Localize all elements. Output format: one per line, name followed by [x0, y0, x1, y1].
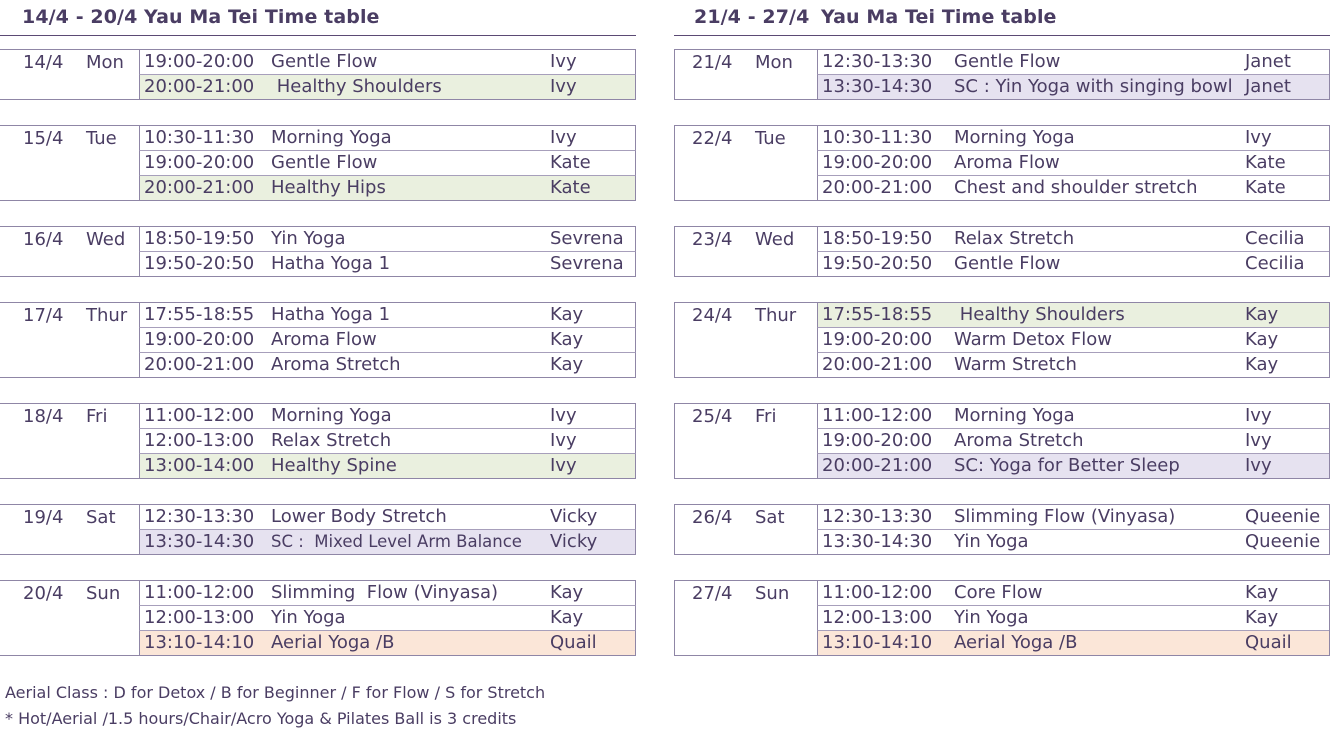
session-row	[817, 404, 1329, 428]
day-date: 16/4	[23, 229, 64, 250]
session-row	[139, 74, 636, 99]
session-row	[817, 453, 1329, 478]
session-row	[817, 505, 1329, 529]
day-box	[0, 226, 636, 277]
session-row	[139, 630, 636, 655]
session-class-name: Gentle Flow	[271, 51, 378, 72]
session-teacher: Kay	[550, 582, 584, 603]
session-teacher: Kay	[1245, 582, 1279, 603]
footer-note-credits: * Hot/Aerial /1.5 hours/Chair/Acro Yoga & Pilates Ball is 3 credits	[5, 709, 517, 728]
session-teacher: Kay	[550, 354, 584, 375]
header-title: Yau Ma Tei Time table	[144, 6, 380, 28]
session-row	[817, 227, 1329, 251]
session-list	[817, 303, 1329, 377]
session-teacher: Kate	[550, 177, 591, 198]
day-date: 25/4	[692, 406, 733, 427]
day-block	[0, 226, 636, 277]
session-row	[139, 227, 636, 251]
session-teacher: Queenie	[1245, 506, 1321, 527]
session-teacher: Kate	[550, 152, 591, 173]
session-teacher: Kay	[1245, 304, 1279, 325]
session-teacher: Janet	[1245, 76, 1291, 97]
session-class-name: Core Flow	[954, 582, 1043, 603]
day-date: 19/4	[23, 507, 64, 528]
day-box	[674, 125, 1330, 201]
session-row	[817, 303, 1329, 327]
session-teacher: Kay	[1245, 354, 1279, 375]
session-time: 13:30-14:30	[822, 76, 933, 97]
session-class-name: Aroma Flow	[271, 329, 377, 350]
footer-notes	[5, 680, 545, 732]
session-teacher: Kay	[550, 304, 584, 325]
session-list	[139, 404, 636, 478]
day-date: 14/4	[23, 52, 64, 73]
session-class-name: Aerial Yoga /B	[271, 632, 395, 653]
session-list	[139, 581, 636, 655]
session-teacher: Vicky	[550, 531, 598, 552]
session-time: 12:30-13:30	[822, 51, 933, 72]
session-time: 13:10-14:10	[822, 632, 933, 653]
session-teacher: Kay	[1245, 329, 1279, 350]
session-row	[139, 175, 636, 200]
session-time: 17:55-18:55	[144, 304, 255, 325]
session-teacher: Ivy	[1245, 455, 1272, 476]
day-box	[0, 302, 636, 378]
session-list	[139, 227, 636, 276]
session-teacher: Kate	[1245, 152, 1286, 173]
session-row	[139, 126, 636, 150]
session-class-name: Morning Yoga	[954, 127, 1075, 148]
session-list	[139, 50, 636, 99]
day-box	[0, 125, 636, 201]
day-of-week: Sun	[755, 583, 790, 604]
day-of-week: Fri	[755, 406, 777, 427]
day-block	[674, 504, 1330, 555]
day-block	[0, 125, 636, 201]
day-box	[674, 504, 1330, 555]
session-time: 20:00-21:00	[822, 354, 933, 375]
day-of-week: Mon	[86, 52, 124, 73]
session-row	[817, 581, 1329, 605]
session-teacher: Kay	[550, 607, 584, 628]
session-class-name: Healthy Shoulders	[271, 76, 442, 97]
day-date: 15/4	[23, 128, 64, 149]
day-of-week: Thur	[86, 305, 128, 326]
session-row	[817, 50, 1329, 74]
day-box	[0, 504, 636, 555]
day-block	[674, 403, 1330, 479]
day-box	[0, 580, 636, 656]
session-list	[817, 581, 1329, 655]
session-class-name: Warm Stretch	[954, 354, 1077, 375]
session-teacher: Sevrena	[550, 228, 624, 249]
session-time: 20:00-21:00	[822, 455, 933, 476]
session-time: 10:30-11:30	[822, 127, 933, 148]
day-of-week: Sat	[755, 507, 785, 528]
session-teacher: Quail	[550, 632, 597, 653]
session-time: 12:30-13:30	[144, 506, 255, 527]
session-time: 20:00-21:00	[144, 76, 255, 97]
day-date: 22/4	[692, 128, 733, 149]
header-date-range: 14/4 - 20/4	[22, 6, 138, 28]
session-list	[817, 404, 1329, 478]
day-date: 23/4	[692, 229, 733, 250]
session-row	[817, 74, 1329, 99]
session-teacher: Ivy	[1245, 430, 1272, 451]
session-class-name: Morning Yoga	[271, 405, 392, 426]
session-time: 13:00-14:00	[144, 455, 255, 476]
session-time: 11:00-12:00	[822, 405, 933, 426]
day-list	[674, 49, 1330, 681]
day-block	[0, 49, 636, 100]
session-time: 19:00-20:00	[822, 152, 933, 173]
day-date: 21/4	[692, 52, 733, 73]
header-divider	[674, 35, 1330, 36]
session-list	[817, 126, 1329, 200]
session-list	[139, 505, 636, 554]
session-teacher: Ivy	[550, 455, 577, 476]
session-row	[139, 605, 636, 630]
session-time: 20:00-21:00	[822, 177, 933, 198]
session-teacher: Quail	[1245, 632, 1292, 653]
day-box	[674, 49, 1330, 100]
session-row	[139, 428, 636, 453]
session-class-name: Lower Body Stretch	[271, 506, 447, 527]
session-teacher: Sevrena	[550, 253, 624, 274]
session-class-name: Aroma Stretch	[271, 354, 401, 375]
session-row	[139, 581, 636, 605]
day-of-week: Tue	[755, 128, 786, 149]
session-class-name: Yin Yoga	[271, 228, 346, 249]
session-teacher: Cecilia	[1245, 253, 1305, 274]
session-row	[817, 630, 1329, 655]
session-teacher: Ivy	[550, 430, 577, 451]
session-time: 12:30-13:30	[822, 506, 933, 527]
session-list	[817, 227, 1329, 276]
session-time: 19:00-20:00	[144, 152, 255, 173]
session-time: 13:10-14:10	[144, 632, 255, 653]
session-class-name: SC : Mixed Level Arm Balance	[271, 532, 522, 551]
session-class-name: Gentle Flow	[954, 51, 1061, 72]
session-class-name: Gentle Flow	[271, 152, 378, 173]
session-time: 19:00-20:00	[822, 430, 933, 451]
session-class-name: Morning Yoga	[271, 127, 392, 148]
session-class-name: Hatha Yoga 1	[271, 253, 391, 274]
session-time: 17:55-18:55	[822, 304, 933, 325]
session-time: 18:50-19:50	[144, 228, 255, 249]
session-time: 11:00-12:00	[144, 405, 255, 426]
day-date: 26/4	[692, 507, 733, 528]
session-row	[817, 251, 1329, 276]
session-row	[139, 303, 636, 327]
session-class-name: Gentle Flow	[954, 253, 1061, 274]
day-block	[0, 302, 636, 378]
day-block	[0, 403, 636, 479]
session-teacher: Kay	[550, 329, 584, 350]
day-date: 27/4	[692, 583, 733, 604]
footer-note-aerial-codes: Aerial Class : D for Detox / B for Beginner / F for Flow / S for Stretch	[5, 683, 546, 702]
day-block	[0, 580, 636, 656]
session-teacher: Queenie	[1245, 531, 1321, 552]
session-class-name: Warm Detox Flow	[954, 329, 1112, 350]
day-block	[674, 226, 1330, 277]
session-row	[817, 327, 1329, 352]
session-row	[817, 529, 1329, 554]
day-block	[674, 580, 1330, 656]
timetable-header	[0, 6, 636, 32]
session-class-name: Healthy Hips	[271, 177, 386, 198]
session-class-name: SC: Yoga for Better Sleep	[954, 455, 1180, 476]
session-teacher: Ivy	[550, 51, 577, 72]
session-list	[817, 505, 1329, 554]
session-class-name: Chest and shoulder stretch	[954, 177, 1198, 198]
day-box	[0, 49, 636, 100]
session-row	[817, 352, 1329, 377]
day-block	[674, 49, 1330, 100]
session-class-name: Aerial Yoga /B	[954, 632, 1078, 653]
session-class-name: Healthy Spine	[271, 455, 397, 476]
session-class-name: Aroma Flow	[954, 152, 1060, 173]
session-time: 11:00-12:00	[144, 582, 255, 603]
session-list	[139, 303, 636, 377]
header-date-range: 21/4 - 27/4	[694, 6, 810, 28]
session-teacher: Ivy	[550, 405, 577, 426]
session-row	[139, 352, 636, 377]
session-class-name: Relax Stretch	[271, 430, 392, 451]
session-row	[139, 327, 636, 352]
session-teacher: Ivy	[550, 127, 577, 148]
session-row	[139, 50, 636, 74]
session-class-name: Hatha Yoga 1	[271, 304, 391, 325]
day-of-week: Mon	[755, 52, 793, 73]
session-row	[139, 404, 636, 428]
session-time: 19:00-20:00	[144, 329, 255, 350]
session-time: 10:30-11:30	[144, 127, 255, 148]
session-time: 12:00-13:00	[822, 607, 933, 628]
timetable-header	[674, 6, 1330, 32]
header-divider	[0, 35, 636, 36]
session-class-name: Yin Yoga	[954, 531, 1029, 552]
session-teacher: Vicky	[550, 506, 598, 527]
day-box	[674, 302, 1330, 378]
session-class-name: Healthy Shoulders	[954, 304, 1125, 325]
session-row	[817, 126, 1329, 150]
day-block	[674, 125, 1330, 201]
session-row	[139, 529, 636, 554]
day-block	[0, 504, 636, 555]
session-class-name: Yin Yoga	[954, 607, 1029, 628]
day-of-week: Sun	[86, 583, 121, 604]
session-time: 20:00-21:00	[144, 354, 255, 375]
session-row	[817, 150, 1329, 175]
session-time: 19:50-20:50	[822, 253, 933, 274]
day-of-week: Sat	[86, 507, 116, 528]
session-teacher: Ivy	[550, 76, 577, 97]
session-teacher: Kate	[1245, 177, 1286, 198]
session-time: 19:50-20:50	[144, 253, 255, 274]
day-of-week: Wed	[755, 229, 795, 250]
session-teacher: Ivy	[1245, 127, 1272, 148]
session-time: 12:00-13:00	[144, 430, 255, 451]
day-box	[0, 403, 636, 479]
session-time: 18:50-19:50	[822, 228, 933, 249]
day-box	[674, 580, 1330, 656]
session-time: 13:30-14:30	[822, 531, 933, 552]
day-date: 20/4	[23, 583, 64, 604]
day-date: 18/4	[23, 406, 64, 427]
header-title: Yau Ma Tei Time table	[821, 6, 1057, 28]
session-teacher: Ivy	[1245, 405, 1272, 426]
day-list	[0, 49, 636, 681]
session-class-name: Morning Yoga	[954, 405, 1075, 426]
session-row	[139, 251, 636, 276]
day-of-week: Wed	[86, 229, 126, 250]
session-list	[139, 126, 636, 200]
session-class-name: Yin Yoga	[271, 607, 346, 628]
session-class-name: Slimming Flow (Vinyasa)	[954, 506, 1176, 527]
session-teacher: Kay	[1245, 607, 1279, 628]
session-list	[817, 50, 1329, 99]
day-of-week: Fri	[86, 406, 108, 427]
session-row	[139, 505, 636, 529]
session-time: 13:30-14:30	[144, 531, 255, 552]
session-teacher: Cecilia	[1245, 228, 1305, 249]
session-teacher: Janet	[1245, 51, 1291, 72]
session-class-name: Slimming Flow (Vinyasa)	[271, 582, 499, 603]
session-row	[817, 175, 1329, 200]
day-of-week: Thur	[755, 305, 797, 326]
day-date: 17/4	[23, 305, 64, 326]
session-class-name: SC : Yin Yoga with singing bowl	[954, 76, 1233, 97]
session-time: 20:00-21:00	[144, 177, 255, 198]
session-class-name: Relax Stretch	[954, 228, 1075, 249]
session-time: 11:00-12:00	[822, 582, 933, 603]
session-row	[139, 453, 636, 478]
session-row	[817, 428, 1329, 453]
session-class-name: Aroma Stretch	[954, 430, 1084, 451]
day-block	[674, 302, 1330, 378]
session-time: 12:00-13:00	[144, 607, 255, 628]
session-row	[139, 150, 636, 175]
day-box	[674, 226, 1330, 277]
day-of-week: Tue	[86, 128, 117, 149]
day-box	[674, 403, 1330, 479]
day-date: 24/4	[692, 305, 733, 326]
session-time: 19:00-20:00	[822, 329, 933, 350]
session-row	[817, 605, 1329, 630]
session-time: 19:00-20:00	[144, 51, 255, 72]
